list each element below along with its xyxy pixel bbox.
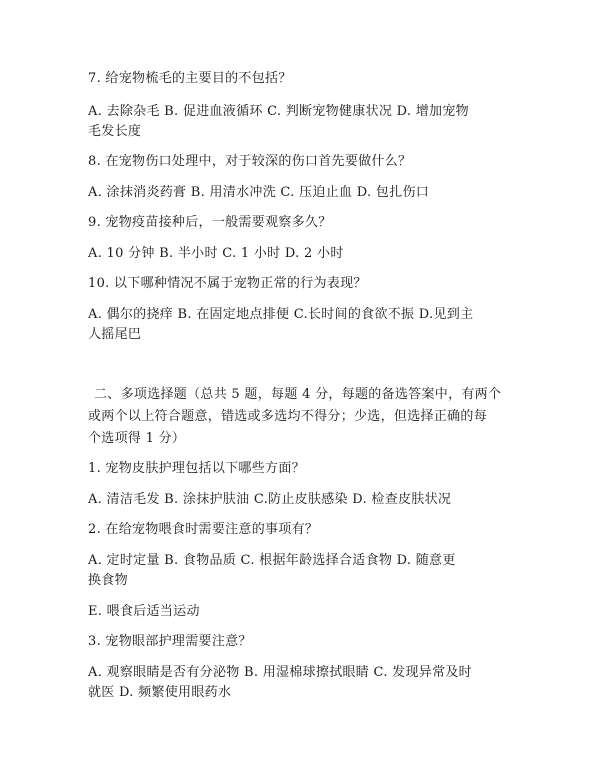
section2-heading: 二、多项选择题（总共 5 题，每题 4 分，每题的备选答案中，有两个 — [94, 387, 502, 402]
section2-heading-cont: 或两个以上符合题意，错选或多选均不得分；少选，但选择正确的每 — [88, 409, 488, 424]
q9-question: 9. 宠物疫苗接种后，一般需要观察多久？ — [88, 215, 332, 230]
m2-options-cont: 换食物 — [88, 573, 128, 588]
q8-question: 8. 在宠物伤口处理中，对于较深的伤口首先要做什么？ — [88, 154, 412, 169]
q7-options: A. 去除杂毛 B. 促进血液循环 C. 判断宠物健康状况 D. 增加宠物 — [88, 104, 469, 119]
m3-options-cont: 就医 D. 频繁使用眼药水 — [88, 685, 232, 700]
m3-question: 3. 宠物眼部护理需要注意？ — [88, 634, 252, 649]
q7-options-cont: 毛发长度 — [88, 124, 142, 139]
m2-question: 2. 在给宠物喂食时需要注意的事项有？ — [88, 522, 319, 537]
q10-question: 10. 以下哪种情况不属于宠物正常的行为表现？ — [88, 276, 367, 291]
section2-heading-cont2: 个选项得 1 分） — [88, 431, 186, 446]
m3-options: A. 观察眼睛是否有分泌物 B. 用湿棉球擦拭眼睛 C. 发现异常及时 — [88, 665, 472, 680]
q7-question: 7. 给宠物梳毛的主要目的不包括？ — [88, 71, 292, 86]
m2-option-e: E. 喂食后适当运动 — [88, 604, 200, 619]
q10-options: A. 偶尔的挠痒 B. 在固定地点排便 C.长时间的食欲不振 D.见到主 — [88, 307, 474, 322]
q9-options: A. 10 分钟 B. 半小时 C. 1 小时 D. 2 小时 — [88, 246, 344, 261]
m1-question: 1. 宠物皮肤护理包括以下哪些方面？ — [88, 461, 305, 476]
q8-options: A. 涂抹消炎药膏 B. 用清水冲洗 C. 压迫止血 D. 包扎伤口 — [88, 185, 430, 200]
m2-options: A. 定时定量 B. 食物品质 C. 根据年龄选择合适食物 D. 随意更 — [88, 553, 456, 568]
m1-options: A. 清洁毛发 B. 涂抹护肤油 C.防止皮肤感染 D. 检查皮肤状况 — [88, 492, 452, 507]
q10-options-cont: 人摇尾巴 — [88, 327, 142, 342]
